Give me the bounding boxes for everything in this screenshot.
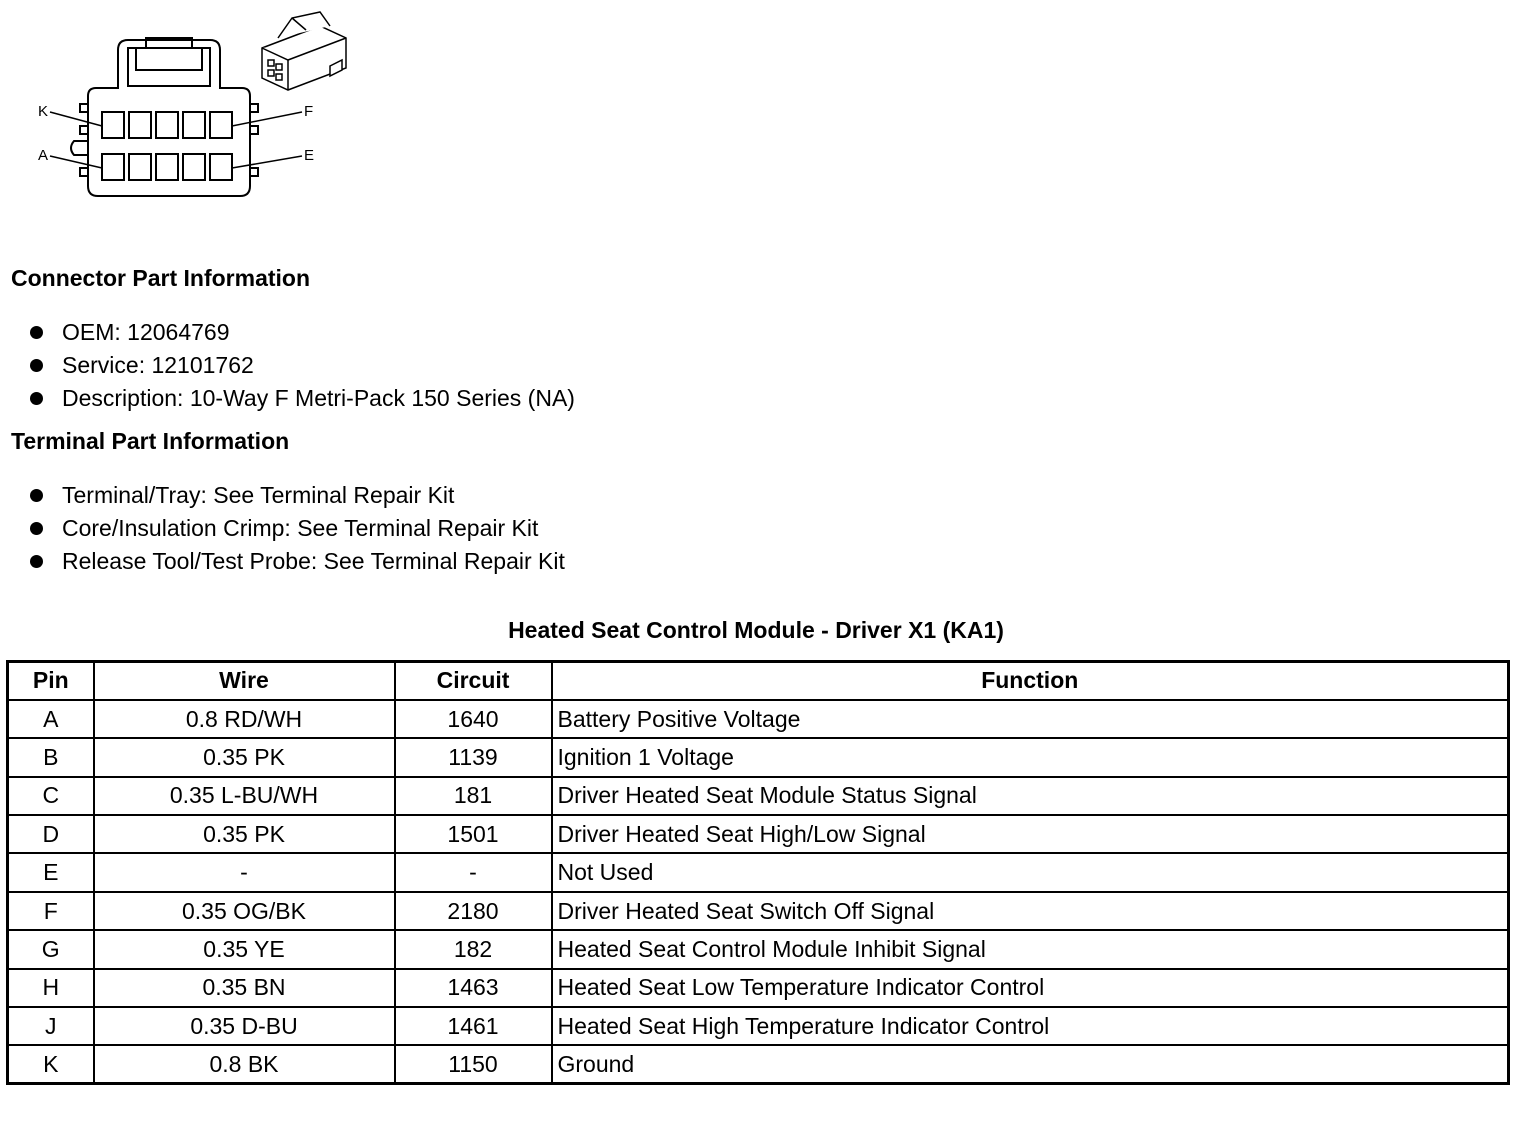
cavity-bottom-2 — [129, 154, 151, 180]
connector-isometric-icon — [262, 12, 346, 90]
bullet-icon — [30, 359, 43, 372]
cell-circuit: 1640 — [395, 700, 552, 738]
cell-function: Heated Seat High Temperature Indicator Control — [552, 1007, 1509, 1045]
table-row — [8, 892, 1509, 930]
cell-function: Ignition 1 Voltage — [552, 738, 1509, 776]
bullet-icon — [30, 392, 43, 405]
cell-wire: 0.35 OG/BK — [94, 892, 395, 930]
list-item — [28, 479, 565, 512]
cell-wire: 0.35 L-BU/WH — [94, 777, 395, 815]
bullet-icon — [30, 326, 43, 339]
bullet-icon — [30, 489, 43, 502]
cell-function: Ground — [552, 1045, 1509, 1083]
cell-function: Driver Heated Seat High/Low Signal — [552, 815, 1509, 853]
cell-pin: D — [8, 815, 94, 853]
list-item-text: Core/Insulation Crimp: See Terminal Repair Kit — [62, 515, 539, 541]
terminal-part-info-heading: Terminal Part Information — [11, 428, 290, 454]
cavity-top-1 — [102, 112, 124, 138]
cell-function: Heated Seat Control Module Inhibit Signal — [552, 930, 1509, 968]
cell-circuit: 2180 — [395, 892, 552, 930]
cell-wire: 0.35 BN — [94, 969, 395, 1007]
table-row — [8, 738, 1509, 776]
cavity-bottom-5 — [210, 154, 232, 180]
connector-face-diagram — [30, 8, 360, 208]
cell-pin: K — [8, 1045, 94, 1083]
connector-part-info-heading: Connector Part Information — [11, 265, 311, 291]
list-item — [28, 349, 575, 382]
cell-wire: 0.35 PK — [94, 815, 395, 853]
cell-wire: - — [94, 853, 395, 891]
list-item-text: Service: 12101762 — [62, 352, 254, 378]
table-row — [8, 1045, 1509, 1083]
list-item — [28, 382, 575, 415]
cavity-top-5 — [210, 112, 232, 138]
connector-part-info-list — [28, 316, 575, 415]
cell-pin: A — [8, 700, 94, 738]
cavity-top-2 — [129, 112, 151, 138]
table-row — [8, 777, 1509, 815]
cell-circuit: 1463 — [395, 969, 552, 1007]
terminal-part-info-list — [28, 479, 565, 578]
table-row — [8, 1007, 1509, 1045]
table-row — [8, 815, 1509, 853]
connector-body — [88, 40, 250, 196]
cell-pin: G — [8, 930, 94, 968]
cell-circuit: 1501 — [395, 815, 552, 853]
cell-pin: H — [8, 969, 94, 1007]
cavity-bottom-4 — [183, 154, 205, 180]
pin-label-e: E — [304, 147, 315, 164]
cell-pin: E — [8, 853, 94, 891]
table-row — [8, 969, 1509, 1007]
cell-function: Driver Heated Seat Module Status Signal — [552, 777, 1509, 815]
cavity-top-3 — [156, 112, 178, 138]
cell-wire: 0.35 YE — [94, 930, 395, 968]
cell-circuit: - — [395, 853, 552, 891]
bullet-icon — [30, 555, 43, 568]
column-header-pin: Pin — [8, 662, 94, 700]
table-row — [8, 853, 1509, 891]
pin-label-f: F — [304, 103, 314, 120]
table-caption: Heated Seat Control Module - Driver X1 (KA1) — [508, 617, 1004, 643]
connector-latch — [128, 48, 210, 86]
cell-wire: 0.8 RD/WH — [94, 700, 395, 738]
cell-pin: F — [8, 892, 94, 930]
cell-circuit: 181 — [395, 777, 552, 815]
table-header-row — [8, 662, 1509, 700]
cell-wire: 0.35 D-BU — [94, 1007, 395, 1045]
pin-label-k: K — [38, 103, 49, 120]
cavity-top-4 — [183, 112, 205, 138]
cavity-bottom-1 — [102, 154, 124, 180]
pinout-table — [6, 660, 1510, 1085]
cell-function: Driver Heated Seat Switch Off Signal — [552, 892, 1509, 930]
cell-function: Not Used — [552, 853, 1509, 891]
cell-pin: B — [8, 738, 94, 776]
cell-wire: 0.8 BK — [94, 1045, 395, 1083]
cavity-bottom-3 — [156, 154, 178, 180]
cell-function: Heated Seat Low Temperature Indicator Control — [552, 969, 1509, 1007]
cell-function: Battery Positive Voltage — [552, 700, 1509, 738]
column-header-function: Function — [552, 662, 1509, 700]
table-row — [8, 700, 1509, 738]
list-item-text: OEM: 12064769 — [62, 319, 230, 345]
cell-circuit: 182 — [395, 930, 552, 968]
list-item — [28, 316, 575, 349]
table-row — [8, 930, 1509, 968]
cell-wire: 0.35 PK — [94, 738, 395, 776]
cell-circuit: 1139 — [395, 738, 552, 776]
list-item-text: Release Tool/Test Probe: See Terminal Repair Kit — [62, 548, 565, 574]
bullet-icon — [30, 522, 43, 535]
pin-label-a: A — [38, 147, 49, 164]
cell-circuit: 1461 — [395, 1007, 552, 1045]
list-item-text: Terminal/Tray: See Terminal Repair Kit — [62, 482, 455, 508]
cell-pin: C — [8, 777, 94, 815]
cell-pin: J — [8, 1007, 94, 1045]
list-item — [28, 512, 565, 545]
list-item-text: Description: 10-Way F Metri-Pack 150 Series (NA) — [62, 385, 575, 411]
column-header-circuit: Circuit — [395, 662, 552, 700]
cell-circuit: 1150 — [395, 1045, 552, 1083]
column-header-wire: Wire — [94, 662, 395, 700]
list-item — [28, 545, 565, 578]
